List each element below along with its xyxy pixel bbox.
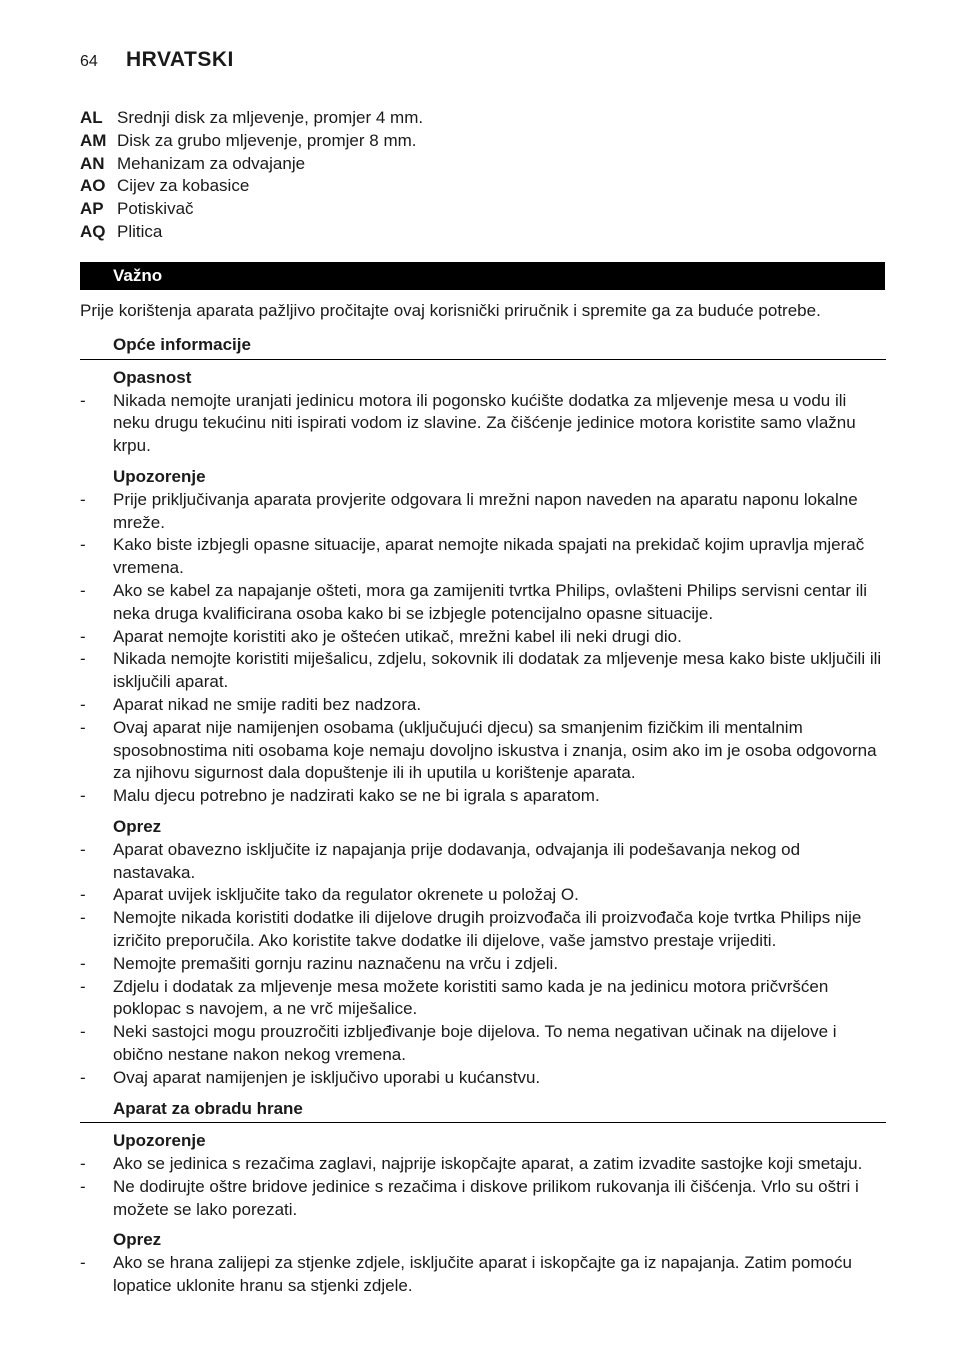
bullet-list-fp-caution xyxy=(80,1252,886,1298)
part-code: AO xyxy=(80,176,106,196)
part-text: Disk za grubo mljevenje, promjer 8 mm. xyxy=(117,130,417,150)
bullet-text: Aparat uvijek isključite tako da regulator okrenete u položaj O. xyxy=(113,885,579,905)
bullet-text: Kako biste izbjegli opasne situacije, aparat nemojte nikada spajati na prekidač kojim upravlja mjerač vremena. xyxy=(113,535,865,578)
part-item xyxy=(80,198,423,221)
bullet-item xyxy=(80,1252,886,1298)
bullet-item xyxy=(80,1021,886,1067)
bullet-text: Aparat obavezno isključite iz napajanja prije dodavanja, odvajanja ili podešavanja nekog od nastavaka. xyxy=(113,839,801,882)
bullet-dash: - xyxy=(80,786,86,806)
group-title-fp-caution: Oprez xyxy=(113,1230,162,1250)
bullet-item xyxy=(80,534,886,580)
bullet-dash: - xyxy=(80,839,86,859)
bullet-dash: - xyxy=(80,908,86,928)
bullet-item xyxy=(80,626,886,649)
part-code: AP xyxy=(80,199,104,219)
bullet-text: Ako se hrana zalijepi za stjenke zdjele, isključite aparat i iskopčajte ga iz napajanja. Zatim pomoću lopatice uklonite hranu sa stjenki zdjele. xyxy=(113,1253,852,1296)
bullet-list-fp-warning xyxy=(80,1153,886,1221)
bullet-item xyxy=(80,390,886,458)
bullet-text: Ovaj aparat nije namijenjen osobama (uključujući djecu) sa smanjenim fizičkim ili mentalnim sposobnostima niti osobama koje nemaju dovoljno iskustva i znanja, osim ako im je osoba odgovorna za njihovu sigurnost dala dopuštenje ili ih uputila u korištenje aparata. xyxy=(113,717,877,783)
part-text: Cijev za kobasice xyxy=(117,176,250,196)
part-text: Plitica xyxy=(117,221,163,241)
bullet-dash: - xyxy=(80,694,86,714)
bullet-item xyxy=(80,694,886,717)
language-title: HRVATSKI xyxy=(126,48,234,71)
part-code: AN xyxy=(80,153,105,173)
bullet-list-caution xyxy=(80,839,886,1090)
part-text: Mehanizam za odvajanje xyxy=(117,153,306,173)
bullet-item xyxy=(80,785,886,808)
sub-section-food-processor: Aparat za obradu hrane xyxy=(80,1098,886,1124)
bullet-dash: - xyxy=(80,976,86,996)
bullet-item xyxy=(80,717,886,785)
group-title-fp-warning: Upozorenje xyxy=(113,1131,206,1151)
bullet-dash: - xyxy=(80,626,86,646)
bullet-dash: - xyxy=(80,1253,86,1273)
part-code: AQ xyxy=(80,221,106,241)
bullet-dash: - xyxy=(80,649,86,669)
bullet-item xyxy=(80,907,886,953)
bullet-text: Ako se jedinica s rezačima zaglavi, najprije iskopčajte aparat, a zatim izvadite sastojke koji smetaju. xyxy=(113,1154,863,1174)
bullet-text: Ne dodirujte oštre bridove jedinice s rezačima i diskove prilikom rukovanja ili čišćenja. Vrlo su oštri i možete se lako porezati. xyxy=(113,1176,859,1219)
bullet-dash: - xyxy=(80,953,86,973)
bullet-text: Aparat nemojte koristiti ako je oštećen utikač, mrežni kabel ili neki drugi dio. xyxy=(113,626,682,646)
part-item xyxy=(80,153,423,176)
bullet-dash: - xyxy=(80,1176,86,1196)
bullet-item xyxy=(80,648,886,694)
bullet-text: Ako se kabel za napajanje ošteti, mora ga zamijeniti tvrtka Philips, ovlašteni Philips servisni centar ili neka druga kvalificirana osoba kako bi se izbjegle potencijalno opasne situacije. xyxy=(113,580,868,623)
bullet-text: Prije priključivanja aparata provjerite odgovara li mrežni napon naveden na aparatu naponu lokalne mreže. xyxy=(113,489,858,532)
bullet-text: Neki sastojci mogu prouzročiti izbljeđivanje boje dijelova. To nema negativan učinak na dijelove i obično nestane nakon nekog vremena. xyxy=(113,1022,837,1064)
bullet-text: Zdjelu i dodatak za mljevenje mesa možete koristiti samo kada je na jedinicu motora pričvršćen poklopac s navojem, a ne vrč miješalice. xyxy=(113,976,829,1019)
part-text: Srednji disk za mljevenje, promjer 4 mm. xyxy=(117,108,424,127)
bullet-text: Ovaj aparat namijenjen je isključivo uporabi u kućanstvu. xyxy=(113,1067,541,1087)
content xyxy=(80,334,886,1306)
part-item xyxy=(80,130,423,153)
sub-section-general: Opće informacije xyxy=(80,334,886,360)
bullet-dash: - xyxy=(80,535,86,555)
bullet-list-danger xyxy=(80,390,886,458)
part-item xyxy=(80,107,423,130)
bullet-item xyxy=(80,953,886,976)
part-code: AL xyxy=(80,108,103,127)
bullet-item xyxy=(80,884,886,907)
bullet-text: Nemojte premašiti gornju razinu naznačenu na vrču i zdjeli. xyxy=(113,953,559,973)
intro-text: Prije korištenja aparata pažljivo pročitajte ovaj korisnički priručnik i spremite ga za buduće potrebe. xyxy=(80,301,821,320)
bullet-list-warning xyxy=(80,489,886,808)
bullet-dash: - xyxy=(80,717,86,737)
bullet-dash: - xyxy=(80,390,86,410)
bullet-item xyxy=(80,976,886,1022)
bullet-dash: - xyxy=(80,1067,86,1087)
section-bar-important: Važno xyxy=(80,262,885,290)
bullet-text: Nikada nemojte uranjati jedinicu motora ili pogonsko kućište dodatka za mljevenje mesa u vodu ili neku drugu tekućinu niti ispirati vodom iz slavine. Za čišćenje jedinice motora koristite samo vlažnu krpu. xyxy=(113,390,856,456)
part-text: Potiskivač xyxy=(117,199,194,219)
bullet-dash: - xyxy=(80,489,86,509)
bullet-dash: - xyxy=(80,1154,86,1174)
bullet-item xyxy=(80,580,886,626)
bullet-text: Aparat nikad ne smije raditi bez nadzora. xyxy=(113,694,422,714)
group-title-caution: Oprez xyxy=(113,816,162,836)
group-title-warning: Upozorenje xyxy=(113,466,206,486)
part-item xyxy=(80,175,423,198)
bullet-item xyxy=(80,839,886,885)
bullet-dash: - xyxy=(80,885,86,905)
page-number: 64 xyxy=(80,53,98,70)
parts-list xyxy=(80,107,423,244)
group-title-danger: Opasnost xyxy=(113,367,192,387)
bullet-item xyxy=(80,1067,886,1090)
part-item xyxy=(80,221,423,244)
bullet-text: Malu djecu potrebno je nadzirati kako se ne bi igrala s aparatom. xyxy=(113,786,600,806)
bullet-item xyxy=(80,1176,886,1222)
bullet-text: Nikada nemojte koristiti miješalicu, zdjelu, sokovnik ili dodatak za mljevenje mesa kako biste uključili ili isključili aparat. xyxy=(113,649,882,692)
bullet-item xyxy=(80,1153,886,1176)
page-header xyxy=(80,48,234,72)
bullet-dash: - xyxy=(80,580,86,600)
bullet-dash: - xyxy=(80,1022,86,1042)
bullet-item xyxy=(80,489,886,535)
part-code: AM xyxy=(80,130,107,150)
bullet-text: Nemojte nikada koristiti dodatke ili dijelove drugih proizvođača ili proizvođača koje tvrtka Philips nije izričito preporučila. Ako koristite takve dodatke ili dijelove, vaše jamstvo prestaje vrijediti. xyxy=(113,908,862,950)
